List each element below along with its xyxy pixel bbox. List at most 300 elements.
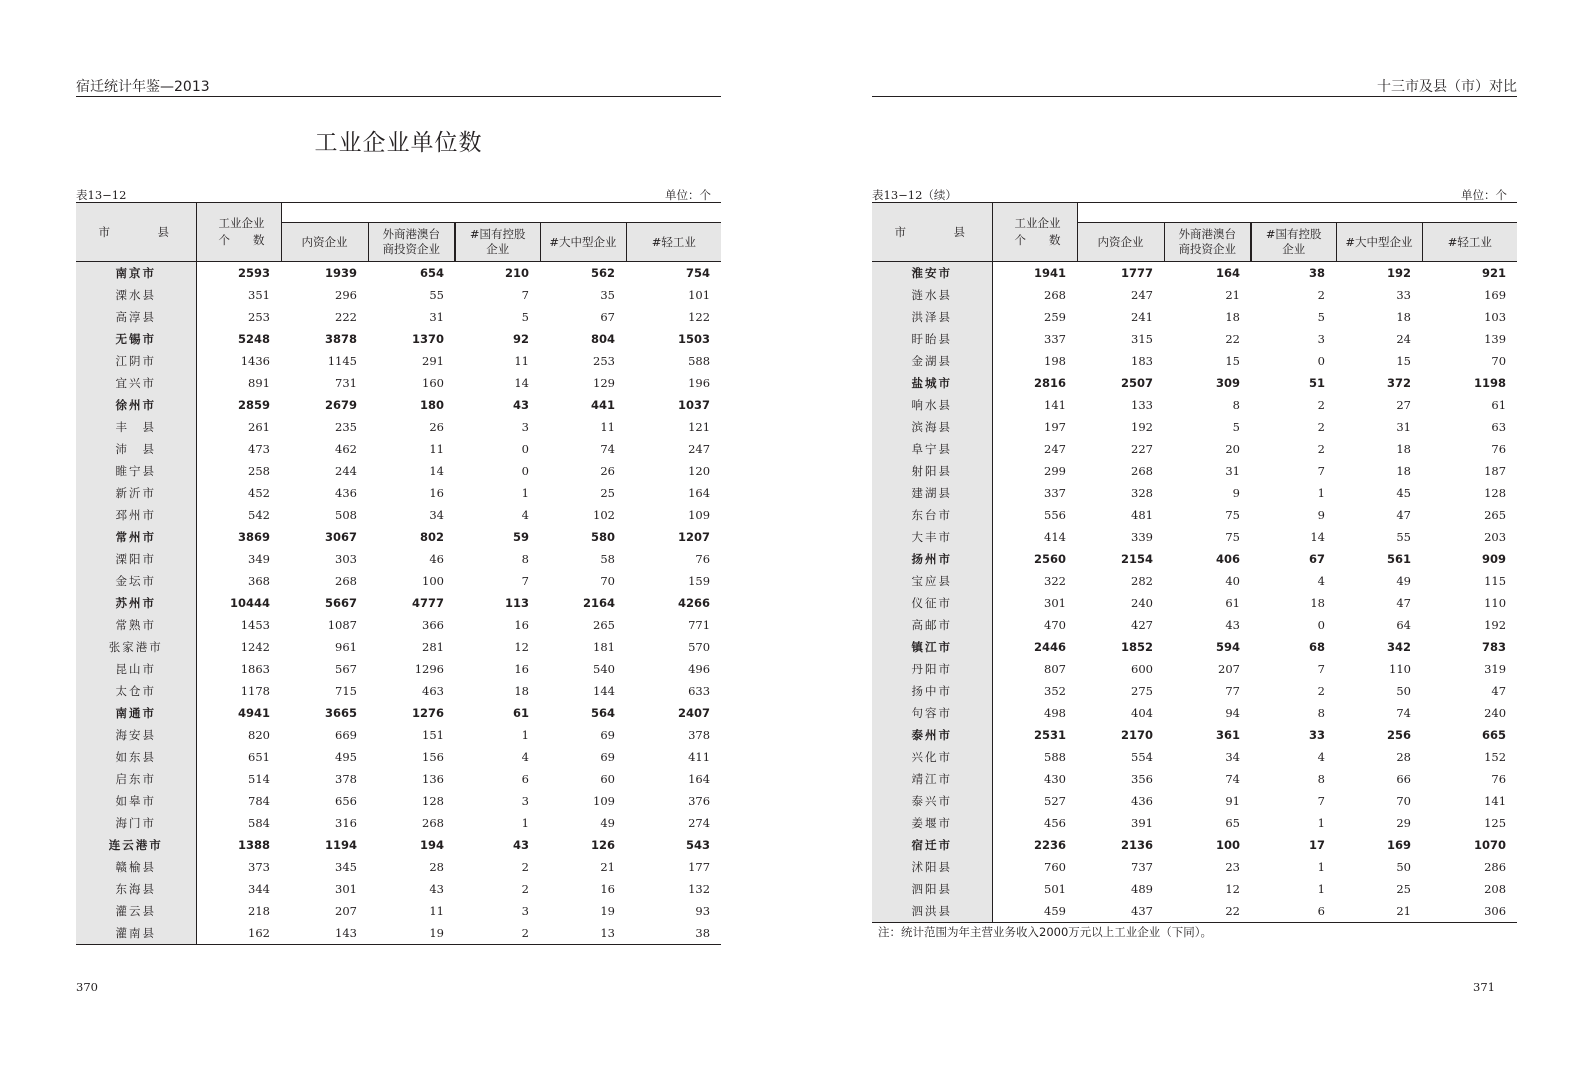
cell-large-medium: 50 <box>1396 684 1411 698</box>
cell-large-medium: 55 <box>1396 530 1411 544</box>
cell-light-industry: 203 <box>1484 530 1507 544</box>
row-region-name: 灌云县 <box>76 900 196 922</box>
cell-state-owned: 43 <box>512 838 529 852</box>
cell-state-owned: 2 <box>1317 398 1325 412</box>
cell-state-owned: 4 <box>1317 750 1325 764</box>
cell-foreign: 28 <box>429 860 444 874</box>
cell-light-industry: 192 <box>1484 618 1507 632</box>
table-row <box>76 570 721 592</box>
cell-foreign: 46 <box>429 552 444 566</box>
table-body <box>872 262 1517 923</box>
table-row <box>76 614 721 636</box>
cell-light-industry: 1207 <box>678 530 711 544</box>
row-region-name: 徐州市 <box>76 394 196 416</box>
row-region-name: 淮安市 <box>872 262 992 285</box>
cell-light-industry: 570 <box>688 640 711 654</box>
cell-light-industry: 588 <box>688 354 711 368</box>
unit-label: 单位：个 <box>665 188 711 202</box>
table-row <box>76 658 721 680</box>
cell-domestic: 244 <box>335 464 357 478</box>
row-region-name: 溧阳市 <box>76 548 196 570</box>
cell-domestic: 133 <box>1131 398 1153 412</box>
cell-light-industry: 187 <box>1484 464 1507 478</box>
cell-light-industry: 783 <box>1482 640 1507 654</box>
row-region-name: 溧水县 <box>76 284 196 306</box>
cell-domestic: 356 <box>1131 772 1153 786</box>
cell-foreign: 11 <box>429 904 444 918</box>
row-region-name: 苏州市 <box>76 592 196 614</box>
table-body <box>76 262 721 945</box>
cell-large-medium: 49 <box>1396 574 1411 588</box>
cell-domestic: 3878 <box>324 332 357 346</box>
table-row <box>76 438 721 460</box>
cell-large-medium: 540 <box>593 662 615 676</box>
column-header-total-line2: 个 数 <box>218 233 265 247</box>
cell-total: 473 <box>248 442 270 456</box>
cell-foreign: 23 <box>1225 860 1240 874</box>
column-header-state-owned <box>1251 223 1336 262</box>
column-header-foreign-line1: 外商港澳台 <box>1178 227 1236 241</box>
table-row <box>872 834 1517 856</box>
cell-state-owned: 1 <box>521 816 529 830</box>
row-region-name: 无锡市 <box>76 328 196 350</box>
table-row <box>76 878 721 900</box>
cell-total: 337 <box>1044 486 1066 500</box>
cell-domestic: 268 <box>1131 464 1153 478</box>
table-row <box>872 328 1517 350</box>
column-header-state-line2: 企业 <box>486 242 510 256</box>
cell-total: 197 <box>1044 420 1066 434</box>
cell-large-medium: 21 <box>600 860 615 874</box>
cell-light-industry: 76 <box>1491 442 1507 456</box>
table-row <box>872 372 1517 394</box>
cell-foreign: 74 <box>1225 772 1240 786</box>
page-number: 370 <box>76 980 98 994</box>
row-region-name: 金坛市 <box>76 570 196 592</box>
row-region-name: 泗洪县 <box>872 900 992 923</box>
cell-light-industry: 164 <box>688 486 711 500</box>
cell-light-industry: 93 <box>695 904 711 918</box>
row-region-name: 响水县 <box>872 394 992 416</box>
cell-total: 344 <box>248 882 270 896</box>
cell-domestic: 481 <box>1131 508 1153 522</box>
cell-state-owned: 51 <box>1308 376 1325 390</box>
row-region-name: 洪泽县 <box>872 306 992 328</box>
cell-light-industry: 47 <box>1491 684 1507 698</box>
cell-total: 501 <box>1044 882 1066 896</box>
cell-total: 2859 <box>237 398 270 412</box>
cell-domestic: 2136 <box>1120 838 1153 852</box>
table-row <box>872 856 1517 878</box>
enterprise-count-table <box>76 202 721 945</box>
cell-large-medium: 74 <box>1396 706 1411 720</box>
table-row <box>872 548 1517 570</box>
cell-foreign: 4777 <box>411 596 444 610</box>
cell-state-owned: 0 <box>1317 618 1325 632</box>
cell-light-industry: 306 <box>1422 900 1517 923</box>
table-row <box>872 526 1517 548</box>
cell-light-industry: 63 <box>1491 420 1507 434</box>
cell-large-medium: 70 <box>600 574 615 588</box>
row-region-name: 海安县 <box>76 724 196 746</box>
cell-total: 2236 <box>1033 838 1066 852</box>
row-region-name: 南京市 <box>76 262 196 285</box>
unit-label: 单位：个 <box>1461 188 1507 202</box>
cell-state-owned: 1 <box>1317 486 1325 500</box>
table-row <box>76 724 721 746</box>
cell-state-owned: 17 <box>1308 838 1325 852</box>
cell-state-owned: 61 <box>512 706 529 720</box>
cell-state-owned: 14 <box>514 376 529 390</box>
cell-total: 162 <box>196 922 281 945</box>
cell-total: 2560 <box>1033 552 1066 566</box>
cell-state-owned: 8 <box>521 552 529 566</box>
cell-total: 337 <box>1044 332 1066 346</box>
cell-total: 2593 <box>237 266 270 280</box>
row-region-name: 高淳县 <box>76 306 196 328</box>
cell-total: 198 <box>1044 354 1066 368</box>
cell-state-owned: 16 <box>514 662 529 676</box>
cell-total: 299 <box>1044 464 1066 478</box>
row-region-name: 东海县 <box>76 878 196 900</box>
cell-foreign: 100 <box>422 574 444 588</box>
cell-large-medium: 18 <box>1396 442 1411 456</box>
cell-foreign: 16 <box>429 486 444 500</box>
table-row <box>872 636 1517 658</box>
row-region-name: 太仓市 <box>76 680 196 702</box>
table-row <box>872 614 1517 636</box>
row-region-name: 东台市 <box>872 504 992 526</box>
cell-total: 452 <box>248 486 270 500</box>
cell-light-industry: 76 <box>695 552 711 566</box>
row-region-name: 常州市 <box>76 526 196 548</box>
table-row <box>76 768 721 790</box>
cell-state-owned: 1 <box>521 486 529 500</box>
cell-total: 1453 <box>240 618 270 632</box>
column-header-domestic: 内资企业 <box>1077 223 1164 262</box>
column-header-total-line1: 工业企业 <box>218 216 265 230</box>
cell-total: 352 <box>1044 684 1066 698</box>
cell-domestic: 183 <box>1131 354 1153 368</box>
section-title: 十三市及县（市）对比 <box>1377 79 1517 95</box>
cell-foreign: 164 <box>1215 266 1240 280</box>
cell-domestic: 2170 <box>1120 728 1153 742</box>
table-row <box>76 306 721 328</box>
cell-foreign: 65 <box>1225 816 1240 830</box>
cell-state-owned: 2 <box>1317 288 1325 302</box>
cell-light-industry: 1037 <box>678 398 711 412</box>
cell-large-medium: 69 <box>600 728 615 742</box>
cell-foreign: 26 <box>429 420 444 434</box>
cell-total: 351 <box>248 288 270 302</box>
cell-domestic: 436 <box>335 486 357 500</box>
cell-domestic: 715 <box>335 684 357 698</box>
table-row <box>76 482 721 504</box>
table-row <box>872 416 1517 438</box>
cell-total: 414 <box>1044 530 1066 544</box>
cell-total: 820 <box>248 728 270 742</box>
cell-domestic: 3067 <box>324 530 357 544</box>
cell-foreign: 100 <box>1215 838 1240 852</box>
column-header-foreign <box>368 223 455 262</box>
cell-foreign: 61 <box>1225 596 1240 610</box>
cell-total: 2446 <box>1033 640 1066 654</box>
cell-light-industry: 240 <box>1484 706 1507 720</box>
row-region-name: 滨海县 <box>872 416 992 438</box>
cell-foreign: 156 <box>422 750 444 764</box>
cell-state-owned: 7 <box>1317 794 1325 808</box>
column-header-total-line2: 个 数 <box>1014 233 1061 247</box>
cell-foreign: 22 <box>1225 332 1240 346</box>
page-number: 371 <box>1473 980 1495 994</box>
cell-foreign: 136 <box>422 772 444 786</box>
cell-large-medium: 24 <box>1396 332 1411 346</box>
left-page <box>76 0 721 1077</box>
row-region-name: 扬州市 <box>872 548 992 570</box>
cell-state-owned: 18 <box>1310 596 1325 610</box>
cell-state-owned: 5 <box>521 310 529 324</box>
cell-state-owned: 2 <box>455 922 540 945</box>
table-row <box>76 900 721 922</box>
table-row <box>76 856 721 878</box>
cell-foreign: 20 <box>1225 442 1240 456</box>
table-row <box>76 526 721 548</box>
cell-large-medium: 19 <box>600 904 615 918</box>
column-header-total <box>196 203 281 262</box>
cell-large-medium: 169 <box>1386 838 1411 852</box>
cell-large-medium: 50 <box>1396 860 1411 874</box>
cell-domestic: 345 <box>335 860 357 874</box>
cell-foreign: 22 <box>1164 900 1251 923</box>
cell-total: 1388 <box>237 838 270 852</box>
column-header-large-medium: #大中型企业 <box>1336 223 1422 262</box>
cell-domestic: 436 <box>1131 794 1153 808</box>
cell-large-medium: 342 <box>1386 640 1411 654</box>
row-region-name: 连云港市 <box>76 834 196 856</box>
column-header-city-county: 市 县 <box>76 203 196 262</box>
row-region-name: 盱眙县 <box>872 328 992 350</box>
cell-foreign: 268 <box>422 816 444 830</box>
cell-foreign: 309 <box>1215 376 1240 390</box>
row-region-name: 如东县 <box>76 746 196 768</box>
row-region-name: 大丰市 <box>872 526 992 548</box>
row-region-name: 涟水县 <box>872 284 992 306</box>
table-row <box>872 262 1517 285</box>
cell-foreign: 34 <box>429 508 444 522</box>
header-spacer <box>281 203 721 223</box>
cell-state-owned: 8 <box>1317 772 1325 786</box>
cell-light-industry: 754 <box>686 266 711 280</box>
table-row <box>872 658 1517 680</box>
cell-light-industry: 120 <box>688 464 711 478</box>
cell-large-medium: 31 <box>1396 420 1411 434</box>
cell-light-industry: 61 <box>1491 398 1507 412</box>
row-region-name: 句容市 <box>872 702 992 724</box>
table-row <box>76 394 721 416</box>
table-row <box>872 482 1517 504</box>
cell-light-industry: 169 <box>1484 288 1507 302</box>
cell-light-industry: 265 <box>1484 508 1507 522</box>
column-header-state-line1: #国有控股 <box>1265 227 1322 241</box>
row-region-name: 昆山市 <box>76 658 196 680</box>
row-region-name: 赣榆县 <box>76 856 196 878</box>
table-row <box>76 284 721 306</box>
cell-domestic: 316 <box>335 816 357 830</box>
cell-foreign: 55 <box>429 288 444 302</box>
table-row <box>872 702 1517 724</box>
cell-total: 247 <box>1044 442 1066 456</box>
column-header-light-industry: #轻工业 <box>1422 223 1517 262</box>
cell-large-medium: 18 <box>1396 310 1411 324</box>
cell-total: 4941 <box>237 706 270 720</box>
column-header-total <box>992 203 1077 262</box>
cell-foreign: 43 <box>1225 618 1240 632</box>
cell-total: 261 <box>248 420 270 434</box>
cell-large-medium: 562 <box>590 266 615 280</box>
cell-total: 542 <box>248 508 270 522</box>
cell-light-industry: 2407 <box>678 706 711 720</box>
cell-domestic: 222 <box>335 310 357 324</box>
row-region-name: 如皋市 <box>76 790 196 812</box>
table-title: 工业企业单位数 <box>314 130 483 156</box>
cell-large-medium: 11 <box>600 420 615 434</box>
cell-domestic: 1194 <box>324 838 357 852</box>
cell-domestic: 5667 <box>324 596 357 610</box>
table-row <box>76 262 721 285</box>
table-row <box>872 746 1517 768</box>
cell-state-owned: 6 <box>1251 900 1336 923</box>
cell-large-medium: 69 <box>600 750 615 764</box>
cell-domestic: 296 <box>335 288 357 302</box>
cell-state-owned: 43 <box>512 398 529 412</box>
cell-total: 253 <box>248 310 270 324</box>
table-row <box>872 592 1517 614</box>
cell-domestic: 404 <box>1131 706 1153 720</box>
cell-total: 1436 <box>240 354 270 368</box>
row-region-name: 丹阳市 <box>872 658 992 680</box>
cell-large-medium: 29 <box>1396 816 1411 830</box>
table-row <box>76 350 721 372</box>
cell-foreign: 1296 <box>414 662 444 676</box>
page-header <box>76 74 721 97</box>
cell-domestic: 247 <box>1131 288 1153 302</box>
cell-large-medium: 64 <box>1396 618 1411 632</box>
table-row <box>872 460 1517 482</box>
cell-domestic: 1852 <box>1120 640 1153 654</box>
cell-domestic: 240 <box>1131 596 1153 610</box>
cell-total: 322 <box>1044 574 1066 588</box>
cell-state-owned: 3 <box>521 794 529 808</box>
cell-large-medium: 27 <box>1396 398 1411 412</box>
row-region-name: 灌南县 <box>76 922 196 945</box>
cell-total: 891 <box>248 376 270 390</box>
cell-domestic: 489 <box>1131 882 1153 896</box>
cell-foreign: 14 <box>429 464 444 478</box>
cell-light-industry: 376 <box>688 794 711 808</box>
table-row <box>872 306 1517 328</box>
cell-foreign: 31 <box>1225 464 1240 478</box>
cell-light-industry: 909 <box>1482 552 1507 566</box>
cell-large-medium: 18 <box>1396 464 1411 478</box>
cell-state-owned: 6 <box>521 772 529 786</box>
cell-domestic: 315 <box>1131 332 1153 346</box>
cell-state-owned: 8 <box>1317 706 1325 720</box>
table-header <box>872 203 1517 262</box>
cell-large-medium: 109 <box>593 794 615 808</box>
table-row <box>872 878 1517 900</box>
cell-foreign: 40 <box>1225 574 1240 588</box>
cell-state-owned: 92 <box>512 332 529 346</box>
cell-light-industry: 1503 <box>678 332 711 346</box>
cell-large-medium: 47 <box>1396 596 1411 610</box>
cell-total: 259 <box>1044 310 1066 324</box>
cell-large-medium: 25 <box>1396 882 1411 896</box>
cell-foreign: 77 <box>1225 684 1240 698</box>
cell-foreign: 5 <box>1232 420 1240 434</box>
column-header-city-county: 市 县 <box>872 203 992 262</box>
cell-state-owned: 3 <box>521 904 529 918</box>
cell-foreign: 128 <box>422 794 444 808</box>
cell-light-industry: 132 <box>688 882 711 896</box>
cell-total: 349 <box>248 552 270 566</box>
cell-foreign: 463 <box>422 684 444 698</box>
cell-total: 807 <box>1044 662 1066 676</box>
cell-large-medium: 35 <box>600 288 615 302</box>
cell-total: 268 <box>1044 288 1066 302</box>
cell-domestic: 275 <box>1131 684 1153 698</box>
cell-total: 760 <box>1044 860 1066 874</box>
table-row <box>872 812 1517 834</box>
table-row <box>76 746 721 768</box>
row-region-name: 张家港市 <box>76 636 196 658</box>
cell-state-owned: 4 <box>1317 574 1325 588</box>
cell-total: 430 <box>1044 772 1066 786</box>
cell-domestic: 3665 <box>324 706 357 720</box>
cell-total: 258 <box>248 464 270 478</box>
row-region-name: 南通市 <box>76 702 196 724</box>
cell-light-industry: 70 <box>1491 354 1507 368</box>
table-row <box>872 790 1517 812</box>
cell-large-medium: 45 <box>1396 486 1411 500</box>
cell-total: 651 <box>248 750 270 764</box>
cell-domestic: 669 <box>335 728 357 742</box>
cell-foreign: 19 <box>368 922 455 945</box>
cell-foreign: 594 <box>1215 640 1240 654</box>
table-row <box>872 724 1517 746</box>
cell-domestic: 227 <box>1131 442 1153 456</box>
row-region-name: 沭阳县 <box>872 856 992 878</box>
cell-state-owned: 1 <box>1317 882 1325 896</box>
row-region-name: 宝应县 <box>872 570 992 592</box>
cell-foreign: 160 <box>422 376 444 390</box>
table-id: 表13−12 <box>76 188 127 202</box>
cell-state-owned: 0 <box>521 442 529 456</box>
cell-light-industry: 633 <box>688 684 711 698</box>
cell-domestic: 207 <box>335 904 357 918</box>
cell-large-medium: 47 <box>1396 508 1411 522</box>
table-row <box>872 284 1517 306</box>
cell-light-industry: 109 <box>688 508 711 522</box>
cell-light-industry: 1198 <box>1474 376 1507 390</box>
cell-total: 10444 <box>229 596 270 610</box>
table-row <box>76 460 721 482</box>
cell-foreign: 31 <box>429 310 444 324</box>
cell-large-medium: 372 <box>1386 376 1411 390</box>
cell-domestic: 554 <box>1131 750 1153 764</box>
cell-light-industry: 771 <box>688 618 711 632</box>
cell-foreign: 9 <box>1232 486 1240 500</box>
table-row <box>76 328 721 350</box>
